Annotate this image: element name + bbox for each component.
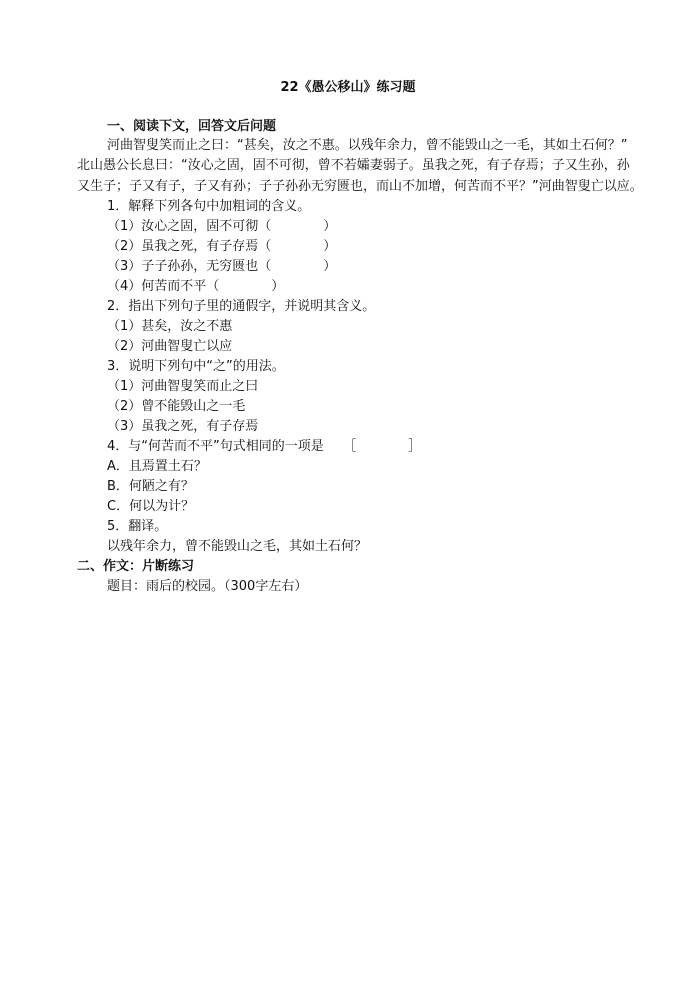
passage-line-2: 北山愚公长息曰：“汝心之固，固不可彻，曾不若孀妻弱子。虽我之死，有子存焉；子又生孙，孙: [77, 158, 630, 173]
section2-heading: 二、作文：片断练习: [77, 559, 195, 574]
worksheet-title: 22《愚公移山》练习题: [280, 80, 416, 95]
q4-option-a: A．且焉置土石？: [107, 459, 207, 474]
q2-item-2: （2）河曲智叟亡以应: [107, 339, 233, 354]
q1-item-1: （1）汝心之固，固不可彻（ ）: [107, 219, 337, 234]
q1-item-3: （3）子子孙孙，无穷匮也（ ）: [107, 259, 337, 274]
q5-sentence: 以残年余力，曾不能毁山之毛，其如土石何？: [107, 539, 368, 554]
passage-line-3: 又生子；子又有子，子又有孙；子子孙孙无穷匮也，而山不加增，何苦而不平？”河曲智叟亡以应。: [77, 179, 643, 194]
q2-item-1: （1）甚矣，汝之不惠: [107, 319, 233, 334]
q1-item-4: （4）何苦而不平（ ）: [107, 279, 285, 294]
q4-prompt: 4．与“何苦而不平”句式相同的一项是 ［ ］: [107, 439, 422, 454]
passage-line-1: 河曲智叟笑而止之曰：“甚矣，汝之不惠。以残年余力，曾不能毁山之一毛，其如土石何？”: [107, 138, 628, 153]
q4-option-b: B．何陋之有？: [107, 479, 194, 494]
section2-topic: 题目：雨后的校园。（300字左右）: [107, 579, 308, 594]
section1-heading: 一、阅读下文，回答文后问题: [107, 119, 277, 134]
q5-prompt: 5．翻译。: [107, 519, 168, 534]
q1-prompt: 1．解释下列各句中加粗词的含义。: [107, 199, 311, 214]
q3-prompt: 3．说明下列句中“之”的用法。: [107, 359, 285, 374]
q4-option-c: C．何以为计？: [107, 499, 195, 514]
q3-item-3: （3）虽我之死，有子存焉: [107, 419, 259, 434]
q1-item-2: （2）虽我之死，有子存焉（ ）: [107, 239, 337, 254]
q3-item-1: （1）河曲智叟笑而止之曰: [107, 379, 259, 394]
q3-item-2: （2）曾不能毁山之一毛: [107, 399, 246, 414]
q2-prompt: 2．指出下列句子里的通假字，并说明其含义。: [107, 299, 376, 314]
